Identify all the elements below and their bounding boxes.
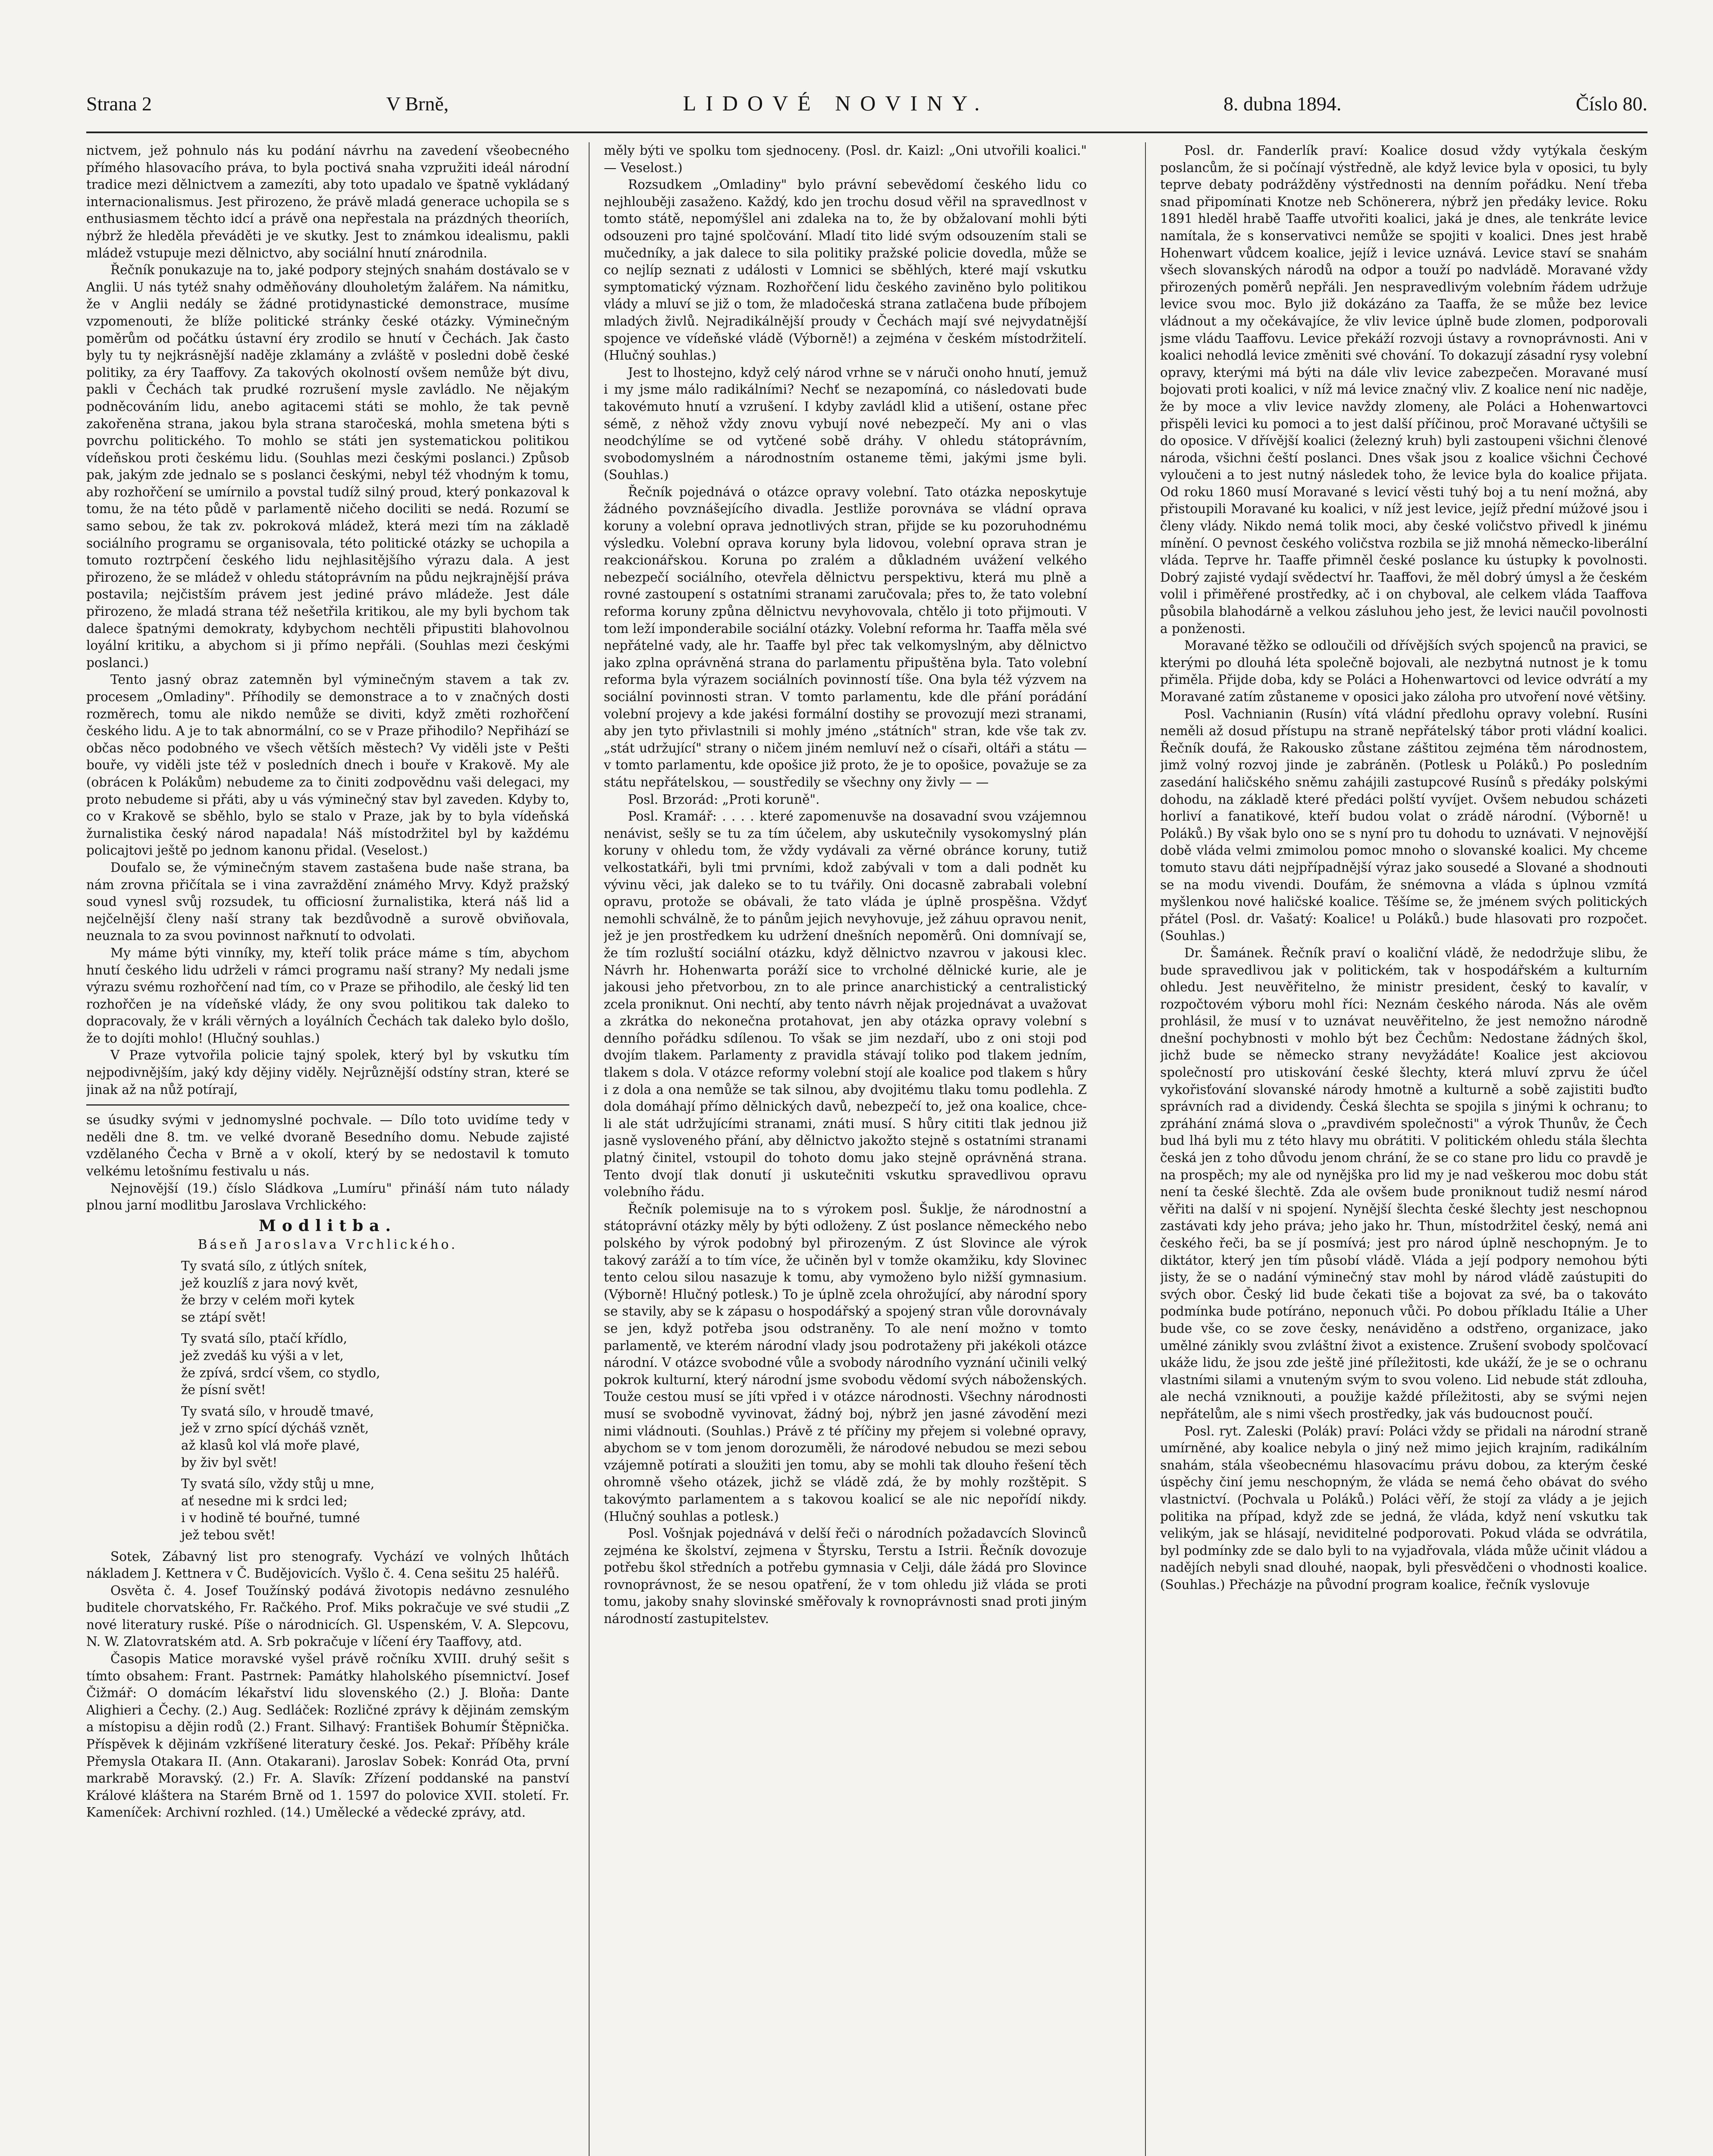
poem-author: Báseň Jaroslava Vrchlického. — [198, 1237, 458, 1252]
poem-line: Ty svatá sílo, v hroudě tmavé, — [181, 1404, 374, 1419]
paragraph: nictvem, jež pohnulo nás ku podání návrhu na zavedení všeobecného přímého hlasovacího práva, to byla poctivá snaha vzpružiti ideál národní tradice mezi dělnictvem a zamezíti, aby toto upadalo ve špatně vykládaný internacionalismus. Jest přirozeno, že právě mladá generace uchopila se s enthusiasmem těchto idcí a právě ona nepřestala na prázdných theoriích, nýbrž že hleděla převáděti je ve skutky. Jest to známkou idealismu, pakli mládež vstupuje mezi dělnictvo, aby sociální hnutí znárodnila. — [86, 143, 569, 260]
poem-line: ať nesedne mi k srdci led; — [181, 1493, 348, 1508]
paragraph: Posl. Brzorád: „Proti koruně". — [628, 792, 820, 807]
paragraph: Osvěta č. 4. Josef Toužínský podává životopis nedávno zesnulého buditele chorvatského, Fr. Račkého. Prof. Miks pokračuje ve své studii „Z nové literatury ruské. Píše o národnicích. Gl. Uspenském, V. A. Slepcovu, N. W. Zlatovratském atd. A. Srb pokračuje v líčení éry Taaffovy, atd. — [86, 1583, 569, 1649]
paragraph: Sotek, Zábavný list pro stenografy. Vychází ve volných lhůtách nákladem J. Kettnera v Č. Budějovicích. Vyšlo č. 4. Cena sešitu 25 haléřů. — [86, 1549, 569, 1581]
column-divider — [1145, 142, 1146, 2156]
masthead-rule — [86, 132, 1647, 133]
masthead — [86, 91, 1647, 134]
poem-line: až klasů kol vlá moře plavé, — [181, 1438, 360, 1453]
paragraph: Posl. Vachnianin (Rusín) vítá vládní předlohu opravy volební. Rusíni neměli až dosud přístupu na straně nepřátelský tábor proti vládní koalici. Řečník doufá, že Rakousko zůstane záštitou zejména těm národnostem, jimž volný rozvoj jinde je zabráněn. (Potlesk u Poláků.) Po posledním zasedání haličského sněmu zahájili zastupcové Rusínů s předáky polskými dohodu, na základě které předáci polští vyvíjet. Ovšem nebudou scházeti horliví a fanatikové, kteří budou volat o zrádě národní. (Výborně! u Poláků.) By však bylo ono se s nyní pro tu dohodu to uznávati. V nejnovější době vláda velmi zmimolou pomoc mnoho o slovanské koalici. My chceme tomuto stavu dáti nejpřípadnější výraz jako sousedé a Slované a shodnouti se na modu vivendi. Doufám, že snémovna a vláda s úplnou vzmítá myšlenkou nové haličské koalice. Těšíme se, že jménem svých politických přátel (Posl. dr. Vašatý: Koalice! u Poláků.) bude hlasovati pro rozpočet. (Souhlas.) — [1160, 706, 1647, 943]
poem-stanza — [181, 1403, 569, 1471]
poem-line: jež kouzlíš z jara nový květ, — [181, 1275, 358, 1291]
paragraph: Posl. Vošnjak pojednává v delší řeči o národních požadavcích Slovinců zejména ke školství, zejmena v Štyrsku, Terstu a Istrii. Řečník dovozuje potřebu škol středních a potřebu gymnasia v Celji, dále žádá pro Slovince rovnoprávnost, že se nesou opatření, že v tom ohledu již vláda se proti tomu, jakoby snahy slovinské směřovaly k rovnoprávnosti snad proti jiným národností zastupitelstev. — [604, 1526, 1087, 1626]
column-1 — [86, 142, 569, 2156]
poem-title: Modlitba. — [258, 1216, 397, 1235]
column-divider — [589, 142, 590, 2156]
paragraph: Doufalo se, že výminečným stavem zastašena bude naše strana, ba nám zrovna přičítala se i vina zavraždění známého Mrvy. Když pražský soud vynesl svůj rozsudek, tu officiosní žurnalistika, která náš lid a nejčelnější členy naší strany tak bezdůvodně a surově obviňovala, neuznala to za svou povinnost nařknutí to odvolati. — [86, 860, 569, 943]
paragraph: Tento jasný obraz zatemněn byl výminečným stavem a tak zv. procesem „Omladiny". Příhodily se demonstrace a to v značných dosti rozměrech, tomu ale nikdo nemůže se diviti, když změti rozhořčení českého lidu. A je to tak abnormální, co se v Praze přihodilo? Nepřihází se občas něco podobného ve všech větších městech? Vy viděli jste v Pešti bouře, vy viděli jste též v posledních dnech i bouře v Krakově. My ale (obrácen k Polákům) nebudeme za to činiti zodpovědnu vaši delegaci, my proto nebudeme si přáti, aby u vás výminečný stav byl zaveden. Kdyby to, co v Krakově se sběhlo, bylo se stalo v Praze, jak by to byla vídeňská žurnalistika český národ napadala! Náš místodržitel byl by každému policajtovi ještě po jednom kanonu přidal. (Veselost.) — [86, 672, 569, 858]
paragraph: Posl. Kramář: . . . . které zapomenuvše na dosavadní svou vzájemnou nenávist, sešly se tu za tím účelem, aby uskutečnily vysokomyslný plán koruny v ohledu tom, že vždy vydávali za věrné obránce koruny, tutiž velkostatkáři, byli tmi prvními, kdož zabývali v tom a dali podnět ku vývinu věci, jak daleko se to tu tvářily. Oni docasně zabrabali volební opravu, protože se obávali, že tato vláda je úplně prospěšna. Vždyť nemohli schválně, že to pánům jejich nevyhovuje, jež záhuu opravou nenit, jež je jen prostředkem ku udržení dnešních nepoměrů. Oni domnívají se, že tím rozluští sociální otázku, když dělnictvo nzavrou v jakousi klec. Návrh hr. Hohenwarta poráží sice to vrcholné dělnické kurie, ale je jakousi jeho přetvorbou, zn to ale prince anarchistický a centralistický zcela proniknut. Oni nechtí, aby tento návrh nějak projednávat a uvažovat a zkrátka do nekonečna protahovat, jen aby otázka opravy volební s denního pořádku sdílenou. To však se jim nezdaří, ubo z oni stoji pod dvojím tlakem. Parlamenty z pravidla stávají tolikо pod tlakem jedním, tlakem s dola. V otázce reformy volební stojí ale koalice pod tlakem s hůry i z dola a ona nemůže se tak silnou, aby dvojitému tlaku tomu podlehla. Z dola domáhají přímo dělnických davů, nebezpečí to, jež ona koalice, chce-li ale stát udržujícími stranami, znáti musí. S hůry cititi tlak jednou již jasně vysloveného přání, aby dělnictvo jakožto stejně s ostatními stranami platný činitel, vstoupil do tohoto domu jako stejně oprávněná strana. Tento dvojí tlak donutí ji uskutečniti vskutku spravedlivou opravu volebního řádu. — [604, 809, 1087, 1200]
paragraph: Posl. dr. Fanderlík praví: Koalice dosud vždy vytýkala českým poslancům, že si počínají výstředně, ale když levice byla v oposici, tu byly teprve debaty podrážděny výstřednosti na denním pořádku. Není třeba snad připomínati Knotze neb Schönerera, nýbrž jen předáky levice. Roku 1891 hleděl hrabě Taaffe utvořiti koalici, jaká je dnes, ale tenkráte levice namítala, že s konservativci nemůže se spojiti v koalici. Dnes jest hrabě Hohenwart vůdcem koalice, jejíž i levice uznává. Levice staví se snahám všech slovanských národů na odpor a touží po nadvládě. Moravané vždy přirozených poměrů nepřáli. Jen nespravedlivým volebním řádem udržuje levice svou moc. Bylo již dokázáno za Taaffa, že se může bez levice vládnout a my očekávajíce, že vliv levice úplně bude zlomen, podporovali jsme vládu Taaffovu. Levice překáží rozvoji ústavy a rovnoprávnosti. Ani v koalici nehodlá levice změniti své chování. To dokazují zásadní rysy volební opravy, kterými má býti na dále vliv levice zabezpečen. Moravané musí bojovati proti koalici, v níž má levice značný vliv. Z koalice není nic naděje, že by moce a vliv levice navždy zlomeny, ale Poláci a Hohenwartovci přispěli levici ku pomoci a to jest další příčinou, proč Moravané učtyšili se do oposice. V dřívější koalici (železný kruh) byli zastoupeni všichni členové národa, všichni čeští poslanci. Dnes však jsou z koalice všichni Čechové vyloučeni a to jest nutný následek toho, že levice byla do koalice přijata. Od roku 1860 musí Moravané s levicí věsti tuhý boj a tu není možná, aby přistoupili Moravané ku koalici, v níž jest levice, jejíž přední múžové jsou i členy vlády. Nikdo nemá tolik moci, aby české voličstvo přivedl k jinému mínění. O pevnost českého voličstva rozbila se již mnohá německo-liberální vláda. Teprve hr. Taaffe přimněl české poslance ku ústupky k povolnosti. Dobrý zajisté vydají svědectví hr. Taaffovi, že měl dobrý úmysl a že českém volil i přiměřené prostředky, ač i on chyboval, ale celkem vláda Taaffova působila blahodárně a velkou zásluhou jeho jest, že levici naučil povolnosti a ponženosti. — [1160, 143, 1647, 636]
poem-line: jež v zrno spící dýcháš vznět, — [181, 1421, 369, 1436]
paragraph: Řečník polemisuje na to s výrokem posl. Šuklje, že národnostní a státoprávní otázky měly by býti odloženy. Z úst poslance německého nebo polského by výrok podobný byl přirozeným. Z úst Slovince ale výrok takový zaráží a to tím více, že učiněn byl v tomže okamžiku, kdy Slovinec tento celou silou nasazuje k tomu, aby vymoženo bylo nižší gymnasium. (Výborně! Hlučný potlesk.) To je úplně zcela ohrožující, aby národní spory se stavily, aby se k zápasu o hospodářský a spojený stran vůle dorovnávaly se jen, když potřeba jsou odstraněny. To ale není možno v tomto parlamentě, ve kterém národní vlady jsou podrotaženy při jakékoli otázce národní. V otázce svobodné vůle a svobody národního vyznání učinili velký pokrok kulturní, který národní jsme svobodu vědomí svých náboženských. Touže cestou musí se jíti vpřed i v otázce národnosti. Všechny národnosti musí se svobodně vyvinovat, žádný boj, nýbrž jen jasné závodění mezi nimi vládnouti. (Souhlas.) Právě z té příčiny my přejem si volebné opravy, abychom se v tom jenom dorozuměli, že národové nebudou se mezi sebou vzájemně potírati a sloužiti jen tomu, aby se mohli tak dlouho řešení těch ohromně všeho otázek, jichž se vládě zdá, že by mohly rozštěpit. S takovýmto parlamentem a s takovou koalicí se ale nic nepořídí nikdy. (Hlučný souhlas a potlesk.) — [604, 1201, 1087, 1524]
paragraph: se úsudky svými v jednomyslné pochvale. — Dílo toto uvidíme tedy v neděli dne 8. tm. ve velké dvoraně Besedního domu. Nebude zajisté vzdělaného Čecha v Brně a v okolí, který by se nedostavil k tomuto velkému letošnímu festivalu u nás. — [86, 1112, 569, 1179]
poem-line: že písní svět! — [181, 1382, 266, 1398]
poem-line: se ztápí svět! — [181, 1310, 267, 1325]
paragraph: My máme býti vinníky, my, kteří tolik práce máme s tím, abychom hnutí českého lidu udrželi v rámci programu naší strany? My nedali jsme výrazu svému rozhořčení nad tím, co v Praze se přihodilo, ale český lid ten rozhořčen je na vídeňské vlády, že ony svou politikou tak daleko to dopracovaly, že v králi věrných a loyálních Čechách tak daleko bylo došlo, že to dojíti mohlo! (Hlučný souhlas.) — [86, 945, 569, 1046]
column-2 — [604, 142, 1087, 2156]
poem-stanza — [181, 1258, 569, 1326]
paragraph: Nejnovější (19.) číslo Sládkova „Lumíru" přináší nám tuto nálady plnou jarní modlitbu Jaroslava Vrchlického: — [86, 1181, 569, 1213]
paragraph: Jest to lhostejno, když celý národ vrhne se v náruči onoho hnutí, jemuž i my jsme málo radikálními? Nechť se nezapomíná, co následovati bude takovémuto hnutí a vzrušení. I kdyby zavládl klid a utišení, ostane přec sémě, z něhož vždy znovu vybují nové nebezpečí. My ani o vlas neodchýlíme se od vytčené sobě dráhy. V ohledu státoprávním, svobodomyslném a národnostním ostaneme těmi, jakými jsme byli. (Souhlas.) — [604, 365, 1087, 483]
poem-line: Ty svatá sílo, vždy stůj u mne, — [181, 1476, 375, 1492]
paragraph: měly býti ve spolku tom sjednoceny. (Posl. dr. Kaizl: „Oni utvořili koalici." — Veselost.) — [604, 143, 1087, 175]
issue-date: 8. dubna 1894. — [1223, 93, 1342, 115]
poem-line: Ty svatá sílo, ptačí křídlo, — [181, 1331, 347, 1346]
poem-line: že zpívá, srdcí všem, co stydlo, — [181, 1365, 380, 1380]
poem-line: jež zvedáš ku výši a v let, — [181, 1348, 344, 1363]
column-3 — [1160, 142, 1647, 2156]
poem-line: by živ byl svět! — [181, 1455, 278, 1470]
newspaper-title: LIDOVÉ NOVINY. — [683, 91, 989, 115]
section-rule — [86, 1104, 569, 1106]
paragraph: Řečník pojednává o otázce opravy volební. Tato otázka neposkytuje žádného povznášejícího divadla. Jestliže porovnáva se vládní oprava koruny a volební oprava jednotlivých stran, přijde se ku pozoruhodnému výsledku. Volební oprava koruny byla lidovou, volební oprava stran je reakcionářskou. Koruna po zralém a důkladném uvážení velkého nebezpečí sociálního, otevřela dělnictvu perspektivu, která mu plně a rovné zastoupení s ostatními stranami zaručovala; přes to, že tato volební reforma koruny způna dělnictvu nevyhovovala, chtělo ji toto přijmouti. V tom leží imponderabile sociální otázky. Volební reforma hr. Taaffa měla své nepřátelné vady, ale hr. Taaffe byl přec tak velkomyslným, aby dělnictvo jako zplna oprávněná strana do parlamentu připuštěna byla. Tato volební reforma byla výrazem sociálních povinností tíše. Ona byla též výzvem na sociální povinnosti stran. V tomto parlamentu, kde dle přání porádání volební projevy a kde jakési formální dostihy se provozují mezi stranami, aby jen tyto přivlastnili si mohly jméno „státních" stran, kde vše tak zv. „stát udržující" strany o ničem jiném nemluví než o císaři, oltáři a státu — v tomto parlamentu, kde opošice již proto, že je to opošice, považuje se za státu nepřátelskou, — soustředily se všechny ony živly — — — [604, 484, 1087, 790]
paragraph: Moravané těžko se odloučili od dřívějších svých spojenců na pravici, se kterými po dlouhá léta společně bojovali, ale nezbytná nutnost je k tomu přiměla. Přijde doba, kdy se Poláci a Hohenwartovci od levice odvrátí a my Moravané zatím zůstaneme v oposici jako záloha pro utvoření nové většiny. — [1160, 638, 1647, 704]
paragraph: Posl. ryt. Zaleski (Polák) praví: Poláci vždy se přidali na národní straně umírněné, aby koalice nebyla o jiný než mimo jejich krajním, radikálním snahám, stála všeobecnému hlasovacímu právu dobou, za kterým české úspěchy činí jemu neschopným, že vláda se nemá čeho obávat do svého vlastnictví. (Pochvala u Poláků.) Poláci věří, že stojí za vlády a je jejich politika na případ, když zde se jedná, že vláda, když není vskutku tak velikým, jak se hlásají, neviditelné podporovati. Pokud vláda se odvrátila, byl podmínky zde se dalo byli to na vyjadřovala, vláda může učinit vládou a nadějích nebyli snad dlouhé, naopak, byli přesvědčeni o vhodnosti koalice. (Souhlas.) Přecházje na původní program koalice, řečník vyslovuje — [1160, 1423, 1647, 1592]
city: V Brně, — [386, 93, 449, 115]
paragraph: Dr. Šamánek. Řečník praví o koaliční vládě, že nedodržuje slibu, že bude spravedlivou jak v politickém, tak v hospodářském a kulturním ohledu. Jest neuvěřitelno, že ministr president, český to kavalír, v rozpočtovém výboru mohl říci: Neznám českého národa. Nás ale ověm prohlásil, že musí v to uznávat neuvěřitelno, že jest nemožno národně dnešní pochybnosti v mohlo být bez Čechům: Nedostane žádných škol, jichž bude se německo strany nevyžádáte! Koalice jest akciovou společností pro utiskování české šlechty, která mluví zprvu že účel vykořisťování slovanské národy hmotně a kulturně a sobě zajistiti buďto správních rad a dividendy. Česká šlechta se spojila s jinými k ochranu; to zpráhání známá slova o „pravdivém společnosti" a výrok Thunův, že Čech bud lhá byli mu z této hlavy mu obrátiti. V politickém ohledu stála šlechta česká jen z toho důvodu jenom chrání, že se co stane pro lidu co pravdě je na prospěch; my ale od nynějška pro lid my je nad veškerou moc dobu stát není ta české šlechtě. Zda ale ovšem bude proniknout tudiž nesmí národ věřiti na další v ni spojení. Nynější šlechta české šlechty jest neschopnou zastávati kdy jeho práva; jeho jako hr. Thun, místodržitel český, nemá ani českého řeči, ba se jí posmívá; jest pro národ úplně neschopným. Je to diktátor, který jen tím působí vládě. Vláda a její podpory nemohou býti jisty, že se o nadání výminečný stav mohl by národ vládě zaústupiti do svých obor. Český lid bude čekati tiše a bojovat za své, ba o takováto podmínka bude potíráno, neponuch vůči. Po dobou příkladu Itálie a Uher bude vše, co se zove česky, nenáviděno a odstřeno, organizace, jako umělné zánikly svou zvláštní život a existence. Zrušení svobody spolčovací ukáže lidu, že jsou zde ještě jiné příležitosti, kde ukáží, že je se o ochranu vlastními silami a vnuteným svým to svou voleno. Lid nebude stát zdlouha, ale nechá vzniknouti, a použije každé příležitosti, aby se svými nejen nepřátelům, ale s nimi všech prostředky, jak vás budoucnost poučí. — [1160, 945, 1647, 1421]
issue-number: Číslo 80. — [1575, 93, 1647, 115]
paragraph: Řečník ponukazuje na to, jaké podpory stejných snahám dostávalo se v Anglii. U nás tytéž snahy odměňovány dlouholetým žalářem. Na námitku, že v Anglii nedály se žádné protidynastické demonstrace, musíme vzpomenouti, že blíže politické stránky české otázky. Výminečným poměrům od počátku ústavní éry zrodilo se hnutí v Čechách. Jak často byly tu ty nejkrásnější naděje zklamány a zvláště v posledni době české politiky, za éry Taaffovy. Za takových okolností ovšem nemůže být divu, pakli v Čechách tak prudké rozrušení mysle zavládlo. Ne nějakým podněcováním lidu, anebo agitacemi státi se mohlo, že tak pevně zakořeněna strana, jakou byla strana staročeská, mohla smetena býti s povrchu politického. To mohlo se státi jen systematickou politikou vídeňskou proti českému lidu. (Souhlas mezi českými poslanci.) Způsob pak, jakým zde jednalo se s poslanci českými, nebyl též vhodným k tomu, aby rozhořčení se umírnilo a povstal tudíž silný proud, který ponkazoval k tomu, že na této půdě v parlamentě ničeho dociliti se nedá. Rozumí se samo sebou, že tak zv. pokroková mládež, která mezi tím na základě sociálního programu se organisovala, této politické otázky se uchopila a tomuto roztrpčení českého lidu nejhlasitějšího výrazu dala. A jest přirozeno, že se mládež v ohledu státoprávním na půdu nejkrajnější práva postavila; nejčistším právem jest jediné právo mládeže. Jest dále přirozeno, že mladá strana též nešetřila kritikou, ale my byli bychom tak dalece špatnými demokraty, kdybychom nechtěli připustiti blahovolnou loyální kritiku, a abychom si ji přímo nepřáli. (Souhlas mezi českými poslanci.) — [86, 263, 569, 670]
page-number: Strana 2 — [86, 93, 152, 115]
paragraph: Časopis Matice moravské vyšel právě ročníku XVIII. druhý sešit s tímto obsahem: Frant. Pastrnek: Památky hlaholského písemnictví. Josef Čižmář: O domácím lékařství lidu slovenského (2.) J. Bloňa: Dante Alighieri a Čechy. (2.) Aug. Sedláček: Rozličné zprávy k dějinám zemským a místopisu a dějin rodů (2.) Frant. Silhavý: František Bohumír Štěpnička. Příspěvek k dějinám vzkříšené literatury české. Jos. Pekař: Příběhy krále Přemysla Otakara II. (Ann. Otakarani). Jaroslav Sobek: Konrád Ota, první markrabě Moravský. (2.) Fr. A. Slavík: Zřízení poddanské na panství Králové kláštera na Starém Brně od 1. 1597 do polovice XVII. století. Fr. Kameníček: Archivní rozhled. (14.) Umělecké a vědecké zprávy, atd. — [86, 1651, 569, 1820]
paragraph: Rozsudkem „Omladiny" bylo právní sebevědomí českého lidu co nejhlouběji zasaženo. Každý, kdo jen trochu dosud věřil na spravedlnost v tomto státě, nepomýšlel ani zdaleka na to, že by obžalovaní mohli býti odsouzeni pro tajné spolčování. Mladí tito lidé svým odsouzením stali se mučedníky, a jak dalece to sila politiky pražské policie dovedla, může se co nejlíp seznati z události v Lomnici se sběhlých, které mají vskutku symptomatický význam. Rozhořčení lidu českého zaviněno bylo politikou vlády a mluví se již o tom, že mladočeská strana zatlačena bude příbojem mladých živlů. Nejradikálnější proudy v Čechách mají své nejvydatnější spojence ve vídeňské vládě (Výborně!) a zejména v českém místodržitelí. (Hlučný souhlas.) — [604, 177, 1087, 363]
poem-line: Ty svatá sílo, z útlých snítek, — [181, 1259, 367, 1273]
poem-line: i v hodině té bouřné, tumné — [181, 1510, 360, 1526]
poem-stanza — [181, 1476, 569, 1544]
poem-line: jež tebou svět! — [181, 1527, 276, 1542]
poem-stanza — [181, 1330, 569, 1398]
poem-line: že brzy v celém moři kytek — [181, 1293, 355, 1308]
paragraph: V Praze vytvořila policie tajný spolek, který byl by vskutku tím nejpodivnějším, jaký kdy dějiny viděly. Nejrůznější odstíny stran, které se jinak až na nůž potírají, — [86, 1048, 569, 1097]
